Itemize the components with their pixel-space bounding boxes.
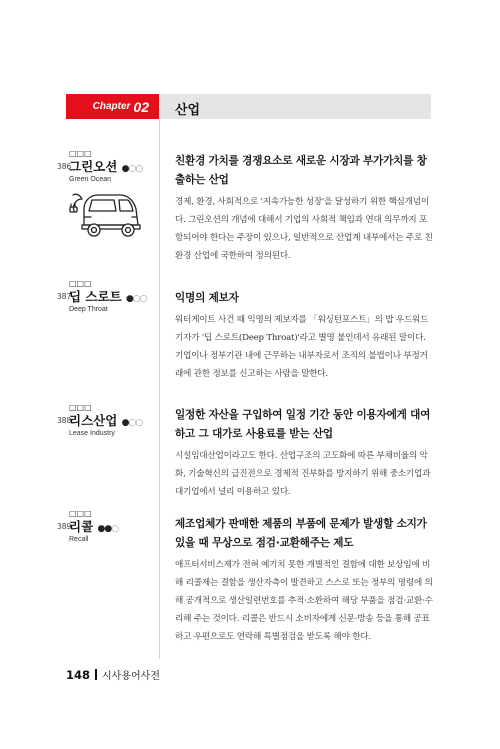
importance-empty: ○○	[132, 294, 147, 304]
importance-filled: ●	[121, 164, 129, 174]
term-number: 386	[57, 162, 72, 171]
importance-filled: ●	[126, 294, 133, 304]
importance-empty: ○○	[128, 164, 143, 174]
checkbox-squares: □□□	[69, 403, 92, 412]
definition-body: 워터게이트 사건 때 익명의 제보자를 「워싱턴포스트」의 밥 우드워드 기자가 '딥 스로트(Deep Throat)'라고 별명 붙인데서 유래된 말이다. 기업이나 정부기관 내에 근무하는 내부자로서 조직의 불법이나 부정거래에 관한 정보를 신고하는 사람을 말한다.	[175, 315, 429, 379]
definition-heading: 친환경 가치를 경쟁요소로 새로운 시장과 부가가치를 창출하는 산업	[175, 155, 427, 186]
book-title: 시사용어사전	[102, 671, 160, 682]
term-word	[69, 517, 118, 535]
term-word-text: 리스산업	[69, 413, 118, 428]
term-english: Deep Throat	[69, 306, 108, 313]
definition-body: 시설임대산업이라고도 한다. 산업구조의 고도화에 따른 부채비율의 악화, 기술혁신의 급진전으로 경제적 진부화를 방지하기 위해 중소기업과 대기업에서 널리 이용하고 있다.	[175, 451, 431, 497]
footer-divider	[95, 669, 97, 680]
term-word-text: 리콜	[69, 519, 94, 534]
definition-block	[175, 406, 435, 501]
term-english: Lease Industry	[69, 430, 115, 437]
page-footer	[66, 667, 160, 682]
term-english: Green Ocean	[69, 176, 112, 183]
term-number: 389	[57, 522, 72, 531]
definition-heading: 일정한 자산을 구입하여 일정 기간 동안 이용자에게 대여하고 그 대가로 사용료를 받는 산업	[175, 409, 431, 440]
importance-rating	[126, 294, 147, 304]
checkbox-squares: □□□	[69, 509, 92, 518]
importance-rating	[98, 524, 119, 534]
importance-empty: ○○	[128, 418, 143, 428]
definition-body: 애프터서비스제가 전혀 예기치 못한 개별적인 결함에 대한 보상임에 비해 리콜제는 결함을 생산자측이 발견하고 스스로 또는 정부의 명령에 의해 공개적으로 생산일련번호를 추적·소환하여 해당 부품을 점검·교환·수리해 주는 것이다. 리콜은 반드시 소비자에게 신문·방송 등을 통해 공표하고 우편으로도 연락해 특별점검을 받도록 해야 한다.	[175, 560, 433, 642]
page-number: 148	[66, 667, 91, 682]
term-word	[69, 157, 142, 175]
definition-block	[175, 515, 435, 646]
chapter-title: 산업	[175, 103, 201, 118]
definition-block	[175, 289, 435, 383]
term-word	[69, 287, 147, 305]
importance-rating	[122, 418, 143, 428]
term-word-text: 그린오션	[69, 159, 118, 174]
checkbox-squares: □□□	[69, 279, 92, 288]
chapter-tag	[66, 94, 159, 119]
term-number: 387	[57, 292, 72, 301]
term-number: 388	[57, 416, 72, 425]
definition-block	[175, 152, 435, 265]
importance-filled: ●●	[97, 524, 112, 534]
chapter-number: 02	[133, 98, 149, 115]
checkbox-squares: □□□	[69, 149, 92, 158]
term-word-text: 딥 스로트	[69, 289, 122, 304]
definition-heading: 익명의 제보자	[175, 292, 239, 304]
chapter-label: Chapter	[92, 101, 131, 112]
importance-empty: ○	[111, 524, 119, 534]
importance-filled: ●	[121, 418, 129, 428]
definition-body: 경제, 환경, 사회적으로 '지속가능한 성장'을 달성하기 위한 핵심개념이다. 그린오션의 개념에 대해서 기업의 사회적 책임과 연대 의무까지 포함되어야 한다는 주장이 있으나, 일반적으로 산업계 내부에서는 주로 친환경 산업에 국한하여 정의된다.	[175, 197, 433, 261]
importance-rating	[122, 164, 143, 174]
term-word	[69, 411, 142, 429]
term-english: Recall	[69, 536, 89, 543]
definition-heading: 제조업체가 판매한 제품의 부품에 문제가 발생할 소지가 있을 때 무상으로 점검·교환해주는 제도	[175, 518, 427, 549]
electric-car-icon	[68, 187, 144, 239]
column-divider	[159, 119, 160, 659]
